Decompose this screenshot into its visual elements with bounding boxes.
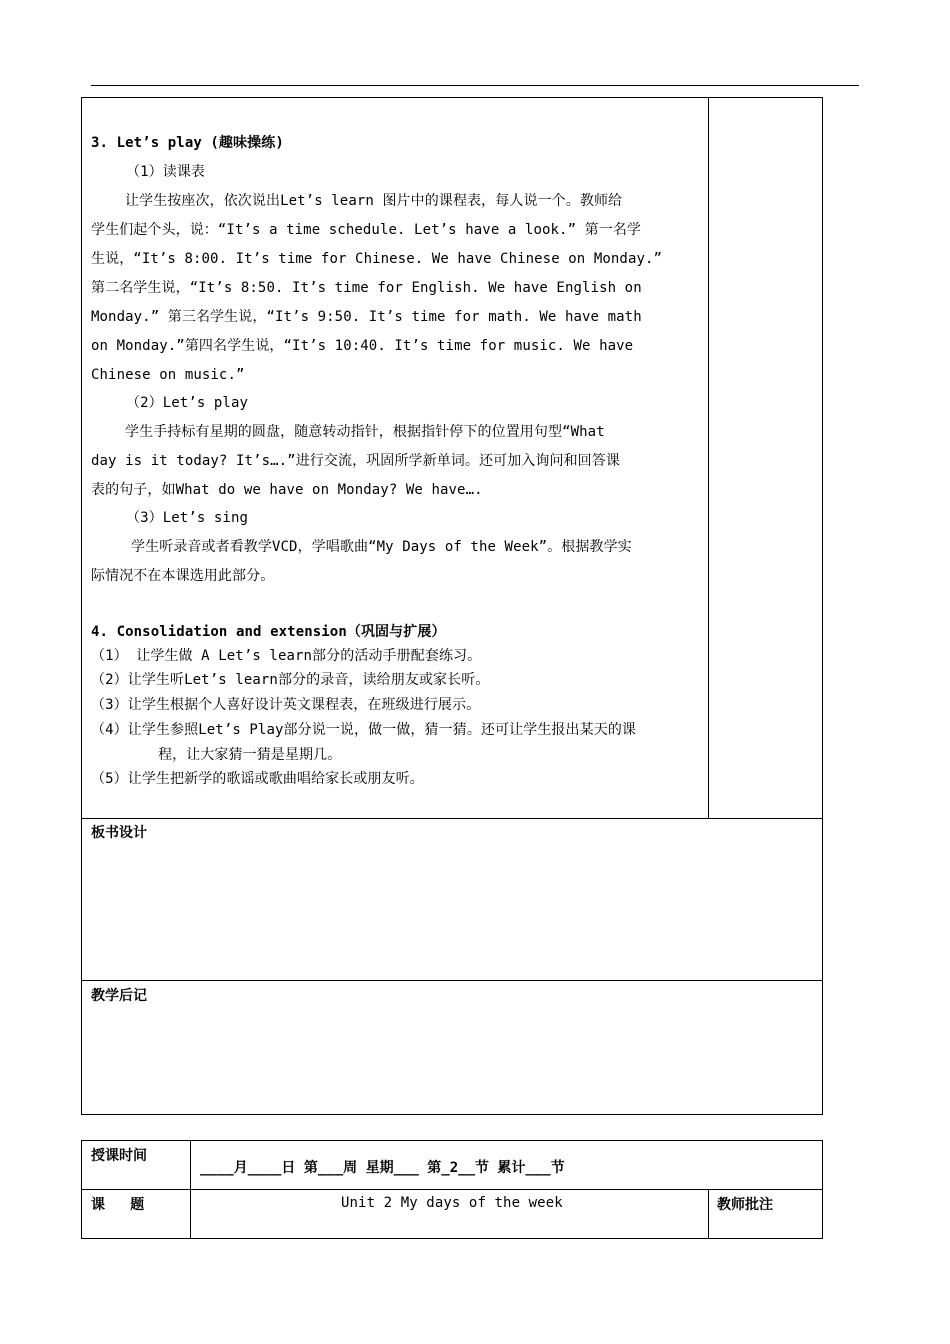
section4-item: （1） 让学生做 A Let’s learn部分的活动手册配套练习。 <box>91 648 482 664</box>
section3-para1-line: 第二名学生说，“It’s 8:50. It’s time for English. We have English on <box>91 280 642 296</box>
section3-para1-line: on Monday.”第四名学生说，“It’s 10:40. It’s time for music. We have <box>91 338 634 354</box>
section3-sub1: （1）读课表 <box>126 164 206 180</box>
topic-value: Unit 2 My days of the week <box>341 1195 563 1211</box>
section4-heading: 4. Consolidation and extension（巩固与扩展） <box>91 624 446 640</box>
section3-para2-line: 表的句子，如What do we have on Monday? We have…. <box>91 482 483 498</box>
section3-heading: 3. Let’s play (趣味操练) <box>91 135 284 151</box>
section4-item: （2）让学生听Let’s learn部分的录音，读给朋友或家长听。 <box>91 672 490 688</box>
time-value: ____月____日 第___周 星期___ 第_2__节 累计___节 <box>200 1160 565 1176</box>
section3-sub2: （2）Let’s play <box>126 395 249 411</box>
teacher-notes-label: 教师批注 <box>717 1197 773 1213</box>
topic-label: 课 题 <box>91 1197 145 1213</box>
board-design-label: 板书设计 <box>91 825 147 841</box>
section3-para1-line: 让学生按座次，依次说出Let’s learn 图片中的课程表，每人说一个。教师给 <box>125 193 623 209</box>
section3-para1-line: Monday.” 第三名学生说，“It’s 9:50. It’s time for math. We have math <box>91 309 642 325</box>
section4-item: （3）让学生根据个人喜好设计英文课程表，在班级进行展示。 <box>91 697 481 713</box>
section4-item: （5）让学生把新学的歌谣或歌曲唱给家长或朋友听。 <box>91 771 424 787</box>
section3-sub3: （3）Let’s sing <box>126 510 249 526</box>
section3-para2-line: day is it today? It’s….”进行交流，巩固所学新单词。还可加入询问和回答课 <box>91 453 620 469</box>
section4-item-continued: 程，让大家猜一猜是星期几。 <box>158 747 342 763</box>
notes-column-divider <box>708 97 709 818</box>
header-notes-column-divider <box>708 1189 709 1239</box>
page-top-rule <box>91 85 859 86</box>
reflection-divider <box>81 980 823 981</box>
section3-para2-line: 学生听录音或者看教学VCD，学唱歌曲“My Days of the Week”。根据教学实 <box>131 539 632 555</box>
section3-para2-line: 际情况不在本课选用此部分。 <box>91 568 275 584</box>
reflection-label: 教学后记 <box>91 988 147 1004</box>
section3-para1-line: 学生们起个头，说：“It’s a time schedule. Let’s have a look.” 第一名学 <box>91 222 642 238</box>
time-label: 授课时间 <box>91 1148 147 1164</box>
section3-para1-line: 生说，“It’s 8:00. It’s time for Chinese. We have Chinese on Monday.” <box>91 251 663 267</box>
board-design-divider <box>81 818 823 819</box>
header-label-column-divider <box>190 1140 191 1239</box>
section4-item: （4）让学生参照Let’s Play部分说一说，做一做，猜一猜。还可让学生报出某天的课 <box>91 722 637 738</box>
section3-para2-line: 学生手持标有星期的圆盘，随意转动指针，根据指针停下的位置用句型“What <box>125 424 605 440</box>
section3-para1-line: Chinese on music.” <box>91 367 245 383</box>
